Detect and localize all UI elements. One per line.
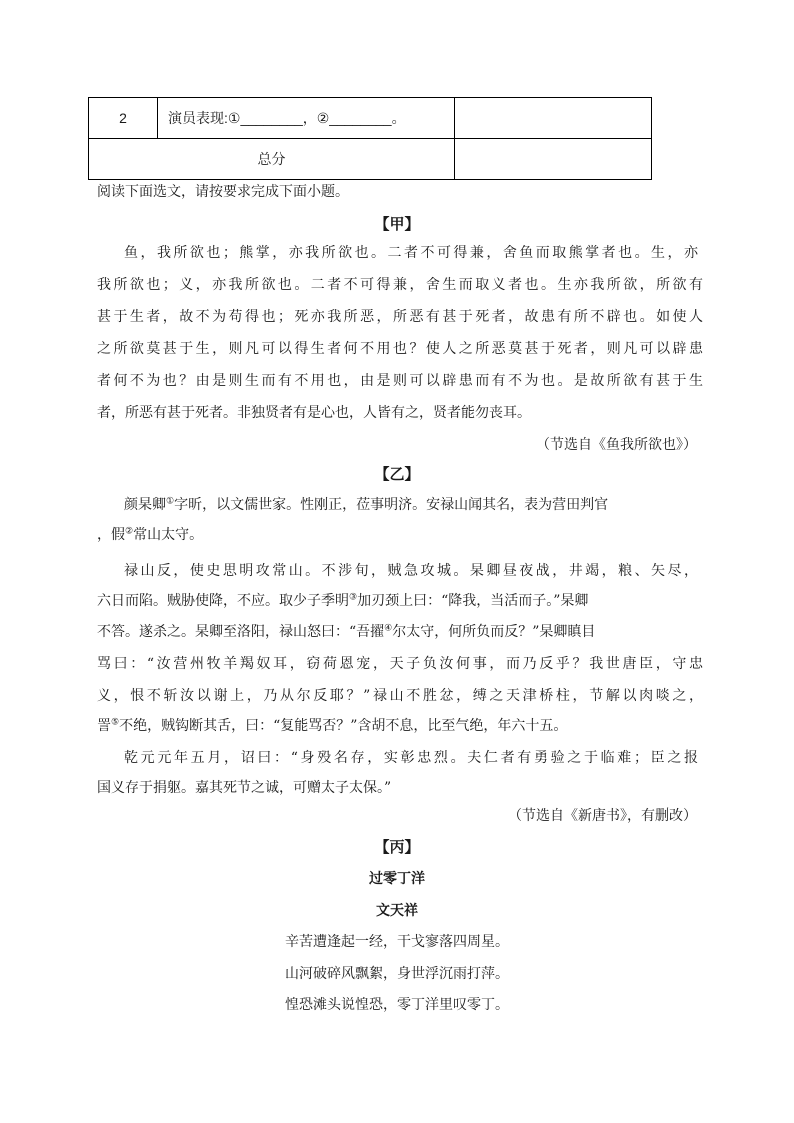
- row-content: 演员表现:①________，②________。: [158, 98, 455, 139]
- total-label: 总分: [89, 139, 455, 180]
- yi-p2-line-6: 詈⑤不绝，贼钩断其舌，曰：“复能骂否？”含胡不息，比至气绝，年六十五。: [97, 717, 568, 734]
- table-row: [89, 98, 652, 139]
- note-marker: ⑤: [111, 717, 120, 728]
- jia-line-1: 鱼，我所欲也；熊掌，亦我所欲也。二者不可得兼，舍鱼而取熊掌者也。生，亦: [124, 245, 698, 261]
- note-marker: ④: [384, 623, 393, 634]
- jia-line-4: 之所欲莫甚于生，则凡可以得生者何不用也？使人之所恶莫甚于死者，则凡可以辟患: [97, 341, 703, 357]
- yi-p1-line-1: 颜杲卿①字昕，以文儒世家。性刚正，莅事明济。安禄山闻其名，表为营田判官: [124, 496, 609, 513]
- note-marker: ①: [166, 496, 175, 507]
- poem-title: 过零丁洋: [369, 870, 425, 886]
- poem-author: 文天祥: [376, 902, 418, 918]
- yi-source: （节选自《新唐书》，有删改）: [508, 808, 697, 824]
- yi-p2-line-3: 不答。遂杀之。杲卿至洛阳，禄山怒曰：“吾擢④尔太守，何所负而反？”杲卿瞋目: [97, 623, 596, 640]
- table-row: [89, 139, 652, 180]
- section-heading-jia: 【甲】: [374, 216, 420, 233]
- yi-p2-line-5: 义，恨不斩汝以谢上，乃从尔反耶？”禄山不胜忿，缚之天津桥柱，节解以肉啖之，: [97, 688, 703, 704]
- poem-line-1: 辛苦遭逢起一经，干戈寥落四周星。: [285, 934, 509, 950]
- yi-p1-line-2: ，假②常山太守。: [97, 526, 204, 543]
- jia-line-5: 者何不为也？由是则生而有不用也，由是则可以辟患而有不为也。是故所欲有甚于生: [97, 373, 703, 389]
- note-marker: ②: [125, 526, 134, 537]
- row-number: 2: [89, 98, 158, 139]
- yi-p2-line-2: 六日而陷。贼胁使降，不应。取少子季明③加刃颈上曰：“降我，当活而子。”杲卿: [97, 592, 589, 609]
- note-marker: ③: [349, 592, 358, 603]
- section-heading-bing: 【丙】: [374, 839, 420, 856]
- section-heading-yi: 【乙】: [374, 466, 420, 483]
- score-table: [88, 97, 652, 180]
- total-score-cell: [455, 139, 652, 180]
- jia-source: （节选自《鱼我所欲也》）: [536, 437, 697, 453]
- jia-line-6: 者，所恶有甚于死者。非独贤者有是心也，人皆有之，贤者能勿丧耳。: [97, 405, 531, 421]
- yi-p3-line-2: 国义存于捐躯。嘉其死节之诚，可赠太子太保。”: [97, 780, 392, 796]
- yi-p2-line-4: 骂曰：“汝营州牧羊羯奴耳，窃荷恩宠，天子负汝何事，而乃反乎？我世唐臣，守忠: [97, 656, 703, 672]
- jia-line-2: 我所欲也；义，亦我所欲也。二者不可得兼，舍生而取义者也。生亦我所欲，所欲有: [97, 277, 703, 293]
- poem-line-3: 惶恐滩头说惶恐，零丁洋里叹零丁。: [285, 997, 509, 1013]
- jia-line-3: 甚于生者，故不为苟得也；死亦我所恶，所恶有甚于死者，故患有所不辟也。如使人: [97, 309, 703, 325]
- poem-line-2: 山河破碎风飘絮，身世浮沉雨打萍。: [285, 966, 509, 982]
- yi-p2-line-1: 禄山反，使史思明攻常山。不涉旬，贼急攻城。杲卿昼夜战，井竭，粮、矢尽，: [124, 563, 698, 579]
- intro-text: 阅读下面选文，请按要求完成下面小题。: [97, 183, 349, 199]
- yi-p3-line-1: 乾元元年五月，诏曰：“身殁名存，实彰忠烈。夫仁者有勇验之于临难；臣之报: [124, 750, 698, 766]
- score-cell: [455, 98, 652, 139]
